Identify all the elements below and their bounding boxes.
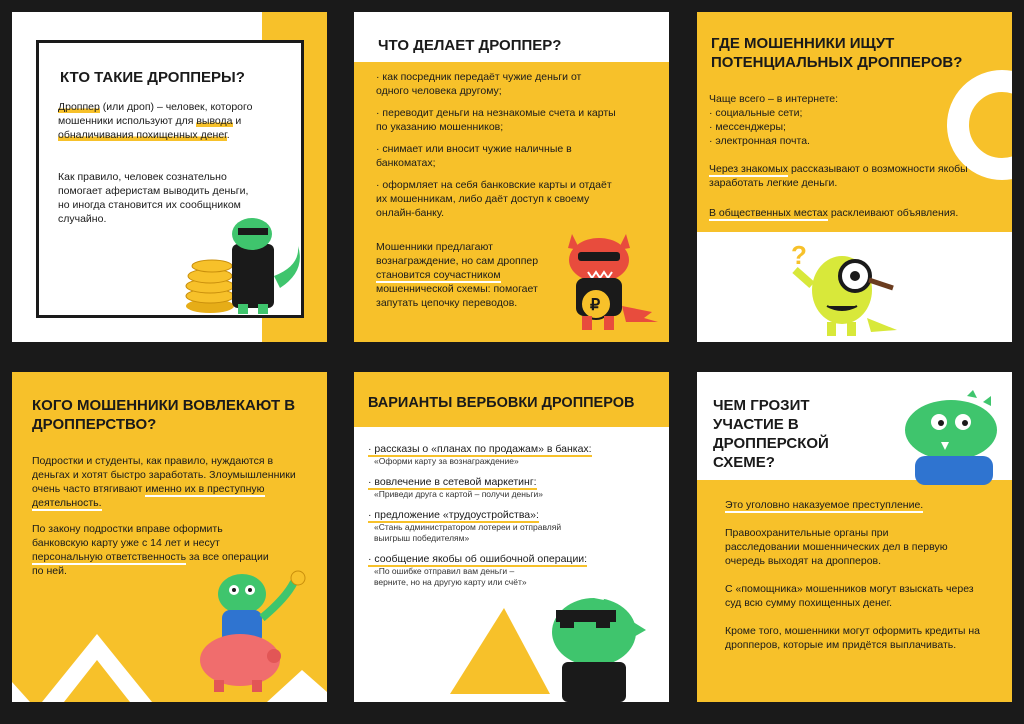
actions-list <box>376 70 616 228</box>
explanation-text: Как правило, человек сознательно помогает аферистам выводить деньги, но иногда становится их сообщником случайно. <box>58 171 249 225</box>
law-text: По закону подростки вправе оформить банковскую карту уже с 14 лет и несут персональную ответственность за все операции по ней. <box>32 523 269 577</box>
lead-text: Чаще всего – в интернете: <box>709 93 839 105</box>
card-title: КТО ТАКИЕ ДРОППЕРЫ? <box>60 69 245 86</box>
list-item: · социальные сети; <box>709 107 803 119</box>
card-who-are-droppers <box>12 12 327 342</box>
list-item: · снимает или вносит чужие наличные в банкоматах; <box>376 143 572 169</box>
public-places-text: В общественных местах расклеивают объявления. <box>709 207 959 219</box>
law-enforcement-text: Правоохранительные органы при расследовании мошеннических дел в первую очередь выходят на дропперов. <box>725 527 948 567</box>
teens-text: Подростки и студенты, как правило, нуждаются в деньгах и хотят быстро заработать. Злоумышленники очень часто втягивают именно их в преступную деятельность. <box>32 455 296 509</box>
list-item: · рассказы о «планах по продажам» в банках: «Оформи карту за вознаграждение» <box>368 443 592 466</box>
list-item: · сообщение якобы об ошибочной операции: «По ошибке отправил вам деньги – верните, но на другую карту или счёт» <box>368 553 588 587</box>
card-where-fraudsters-search <box>697 12 1012 342</box>
list-item: · вовлечение в сетевой маркетинг: «Приведи друга с картой – получи деньги» <box>368 476 543 499</box>
credit-text: Кроме того, мошенники могут оформить кредиты на дропперов, которые им придётся выплачивать. <box>725 625 980 651</box>
crime-text: Это уголовно наказуемое преступление. <box>725 499 924 511</box>
card-what-dropper-does <box>354 12 669 342</box>
list-item: · переводит деньги на незнакомые счета и карты по указанию мошенников; <box>376 107 616 133</box>
online-channels <box>709 92 949 148</box>
conclusion-text: Мошенники предлагают вознаграждение, но сам дроппер становится соучастником мошеннической схемы: помогает запутать цепочку переводов. <box>376 241 539 309</box>
list-item: · как посредник передаёт чужие деньги от одного человека другому; <box>376 71 582 97</box>
green-dino-worried-illustration <box>887 390 1009 485</box>
lime-monster-magnifier-illustration <box>787 240 907 340</box>
card-consequences <box>697 372 1012 702</box>
ruble-sign: ₽ <box>590 297 601 314</box>
card-recruitment-options <box>354 372 669 702</box>
card-title: ВАРИАНТЫ ВЕРБОВКИ ДРОППЕРОВ <box>368 395 635 411</box>
recovery-text: С «помощника» мошенников могут взыскать через суд всю сумму похищенных денег. <box>725 583 974 609</box>
list-item: · электронная почта. <box>709 135 810 147</box>
card-who-is-involved <box>12 372 327 702</box>
acquaintances-text: Через знакомых рассказывают о возможности якобы заработать легкие деньги. <box>709 163 968 189</box>
question-mark: ? <box>791 240 807 270</box>
list-item: · оформляет на себя банковские карты и отдаёт их мошенникам, либо даёт доступ к своему онлайн-банку. <box>376 179 612 219</box>
list-item: · предложение «трудоустройства»: «Стань администратором лотереи и отправляй выигрыш победителям» <box>368 509 562 543</box>
green-dino-sunglasses-illustration <box>534 590 664 702</box>
dropper-dino-coins-illustration <box>180 216 310 316</box>
card-title: ЧТО ДЕЛАЕТ ДРОППЕР? <box>378 37 562 54</box>
card-title: ЧЕМ ГРОЗИТ УЧАСТИЕ В ДРОППЕРСКОЙ СХЕМЕ? <box>713 397 829 471</box>
card-title: КОГО МОШЕННИКИ ВОВЛЕКАЮТ В ДРОППЕРСТВО? <box>32 397 296 433</box>
card-title: ГДЕ МОШЕННИКИ ИЩУТ ПОТЕНЦИАЛЬНЫХ ДРОППЕРОВ? <box>711 35 963 71</box>
list-item: · мессенджеры; <box>709 121 786 133</box>
green-monster-piggybank-illustration <box>194 568 312 696</box>
red-monster-illustration <box>552 222 664 337</box>
definition-text: Дроппер (или дроп) – человек, которого мошенники используют для вывода и обналичивания похищенных денег. <box>58 101 253 141</box>
